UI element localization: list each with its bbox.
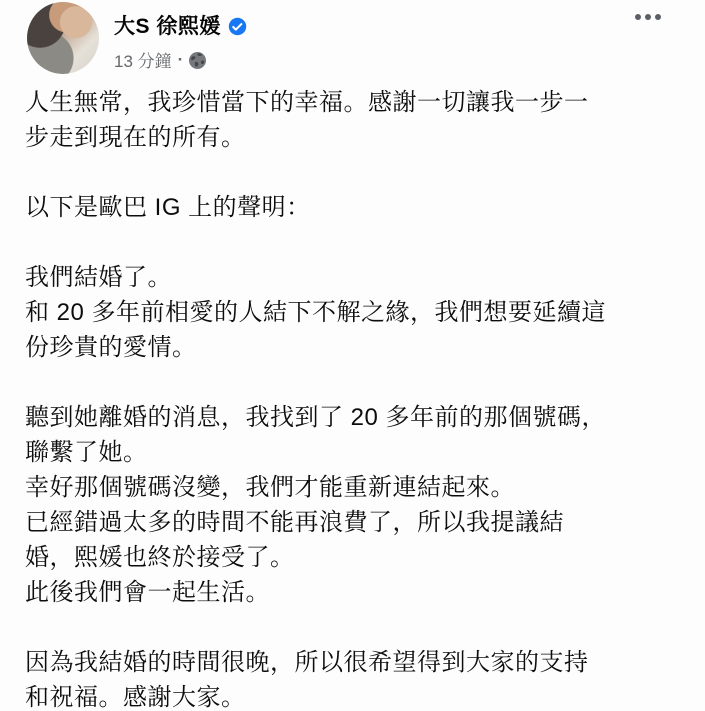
header-info: [114, 2, 247, 72]
name-row: [114, 10, 247, 40]
profile-avatar[interactable]: [27, 2, 99, 74]
post-text-line: 我們結婚了。: [25, 264, 172, 291]
post-text-line: 聯繫了她。: [25, 439, 148, 466]
globe-icon: [189, 52, 206, 69]
profile-name-link[interactable]: 大S 徐熙媛: [114, 15, 221, 38]
post-text-line: 聽到她離婚的消息，我找到了 20 多年前的那個號碼，: [25, 404, 607, 431]
post-text-line: 已經錯過太多的時間不能再浪費了，所以我提議結: [25, 509, 564, 536]
post-text-line: 步走到現在的所有。: [25, 124, 246, 151]
post-text-line: [25, 610, 680, 645]
verified-badge-icon: [228, 17, 247, 36]
post-text-line: 和 20 多年前相愛的人結下不解之緣，我們想要延續這: [25, 299, 607, 326]
post-text-line: 和祝福。感謝大家。: [25, 684, 246, 711]
ellipsis-icon: [645, 14, 651, 20]
post-text-line: 此後我們會一起生活。: [25, 579, 270, 606]
post-text-line: 以下是歐巴 IG 上的聲明：: [25, 194, 311, 221]
timestamp-link[interactable]: 13 分鐘: [114, 52, 172, 71]
post-text-line: [25, 365, 680, 400]
ellipsis-icon: [635, 14, 641, 20]
ellipsis-icon: [655, 14, 661, 20]
post-text-line: 婚，熙媛也終於接受了。: [25, 544, 295, 571]
post-header: [0, 0, 705, 74]
more-options-button[interactable]: [631, 8, 665, 26]
post-text-line: 因為我結婚的時間很晚，所以很希望得到大家的支持: [25, 649, 589, 676]
post-text-line: 人生無常，我珍惜當下的幸福。感謝一切讓我一步一: [25, 89, 589, 116]
post-text-line: 幸好那個號碼沒變，我們才能重新連結起來。: [25, 474, 515, 501]
post-meta: [114, 47, 247, 72]
meta-separator: ·: [177, 49, 184, 69]
post-text-line: 份珍貴的愛情。: [25, 334, 197, 361]
post-text-line: [25, 225, 680, 260]
post-text-line: [25, 155, 680, 190]
post-text: [0, 85, 705, 711]
